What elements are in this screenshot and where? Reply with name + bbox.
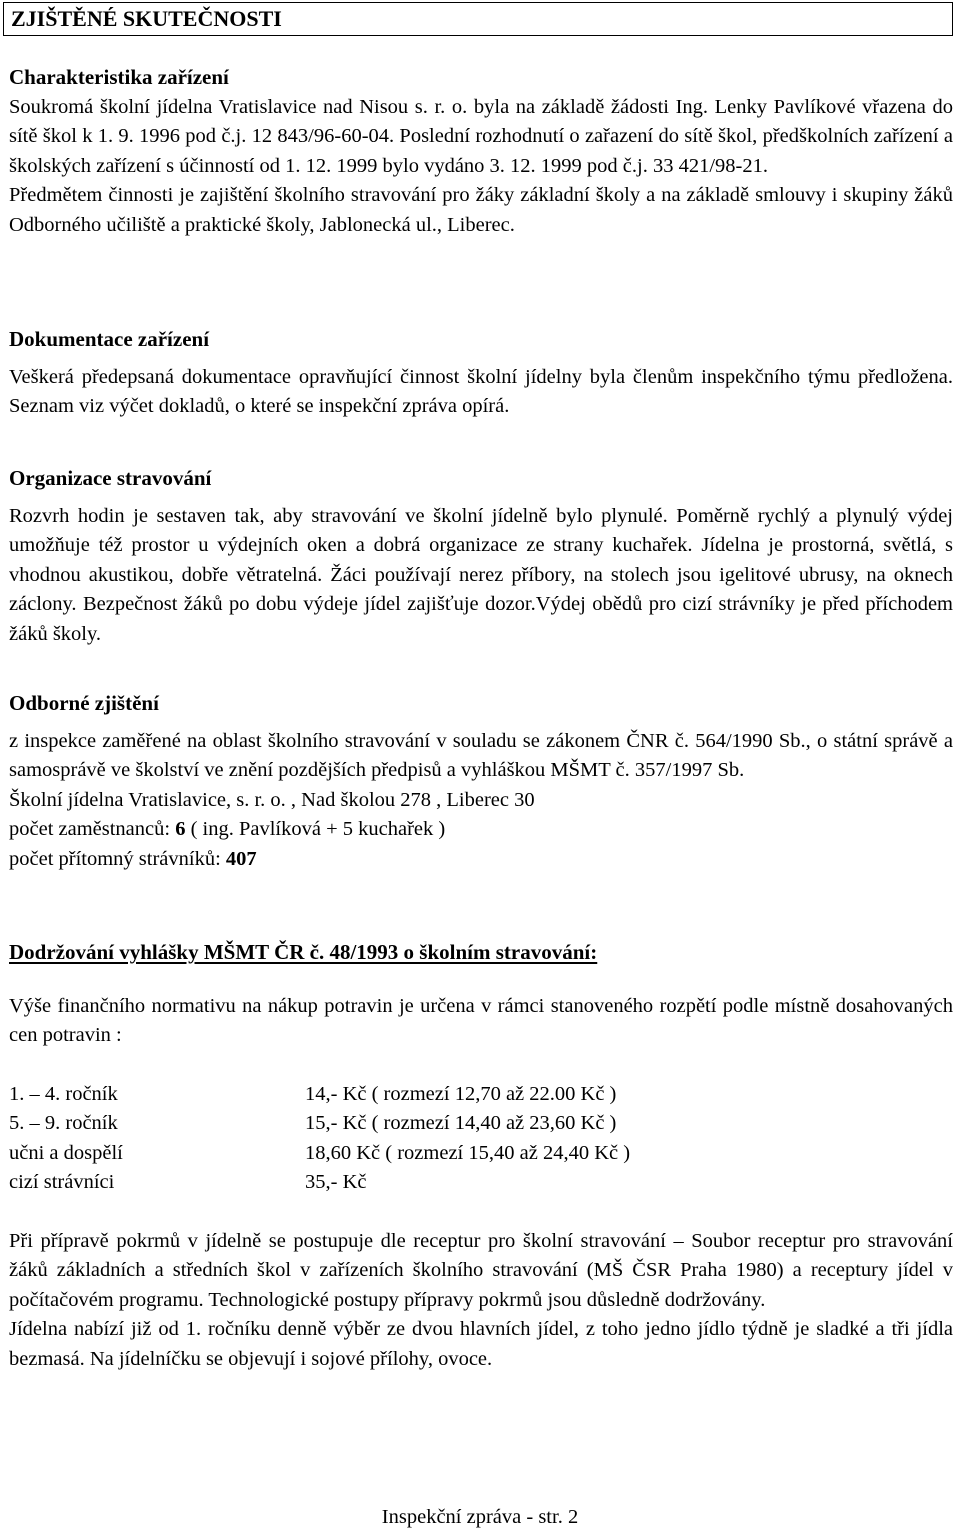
- diners-count-label: počet přítomný strávníků:: [9, 847, 226, 870]
- price-row: [9, 1139, 630, 1169]
- paragraph-charakteristika-2: Předmětem činnosti je zajištění školního stravování pro žáky základní školy a na základě smlouvy i skupiny žáků Odborného učiliště a praktické školy, Jablonecká ul., Liberec.: [9, 184, 953, 236]
- page-title: ZJIŠTĚNÉ SKUTEČNOSTI: [11, 6, 282, 31]
- heading-dodrzovani: Dodržování vyhlášky MŠMT ČR č. 48/1993 o školním stravování:: [9, 940, 598, 964]
- staff-count-label: počet zaměstnanců:: [9, 818, 176, 840]
- price-row: [9, 1168, 630, 1198]
- title-box: [3, 2, 953, 36]
- section-odborne-zjisteni: [9, 689, 953, 874]
- price-category: učni a dospělí: [9, 1141, 123, 1164]
- heading-organizace: Organizace stravování: [9, 466, 212, 490]
- paragraph-dokumentace-1: Veškerá předepsaná dokumentace opravňující činnost školní jídelny byla členům inspekčního týmu předložena. Seznam viz výčet dokladů, o které se inspekční zpráva opírá.: [9, 365, 953, 417]
- paragraph-charakteristika-1: Soukromá školní jídelna Vratislavice nad Nisou s. r. o. byla na základě žádosti Ing. Lenky Pavlíkové vřazena do sítě škol k 1. 9. 1996 pod č.j. 12 843/96-60-04. Poslední rozhodnutí o zařazení do sítě škol, předškolních zařízení a školských zařízení s účinností od 1. 12. 1999 bylo vydáno 3. 12. 1999 pod č.j. 33 421/98-21.: [9, 95, 953, 177]
- heading-odborne-zjisteni: Odborné zjištění: [9, 691, 159, 715]
- staff-count-value: 6: [175, 818, 186, 840]
- facility-address: Školní jídelna Vratislavice, s. r. o. , Nad školou 278 , Liberec 30: [9, 788, 535, 811]
- price-category: 5. – 9. ročník: [9, 1112, 118, 1134]
- diners-count-value: 407: [225, 847, 257, 870]
- diners-count-line: [9, 845, 953, 875]
- price-table: [9, 1080, 630, 1198]
- price-value: 18,60 Kč ( rozmezí 15,40 až 24,40 Kč ): [305, 1141, 631, 1164]
- staff-count-detail: ( ing. Pavlíková + 5 kuchařek ): [185, 818, 446, 840]
- price-category: cizí strávníci: [9, 1171, 115, 1193]
- price-value: 14,- Kč ( rozmezí 12,70 až 22.00 Kč ): [305, 1082, 617, 1105]
- paragraph-dodrzovani-3: Jídelna nabízí již od 1. ročníku denně výběr ze dvou hlavních jídel, z toho jedno jídlo týdně je sladké a tři jídla bezmasá. Na jídelníčku se objevují i sojové přílohy, ovoce.: [9, 1318, 953, 1370]
- page-footer: Inspekční zpráva - str. 2: [381, 1506, 579, 1528]
- section-organizace: [9, 464, 953, 649]
- heading-charakteristika: Charakteristika zařízení: [9, 65, 229, 89]
- section-charakteristika: [9, 63, 953, 240]
- price-row: [9, 1109, 630, 1139]
- price-value: 15,- Kč ( rozmezí 14,40 až 23,60 Kč ): [305, 1112, 617, 1134]
- price-row: [9, 1080, 630, 1110]
- price-category: 1. – 4. ročník: [9, 1082, 118, 1105]
- paragraph-dodrzovani-1: Výše finančního normativu na nákup potravin je určena v rámci stanoveného rozpětí podle místně dosahovaných cen potravin :: [9, 994, 953, 1046]
- staff-count-line: [9, 815, 953, 845]
- price-value: 35,- Kč: [305, 1171, 367, 1193]
- paragraph-odborne-1: z inspekce zaměřené na oblast školního stravování v souladu se zákonem ČNR č. 564/1990 Sb., o státní správě a samosprávě ve školství ve znění pozdějších předpisů a vyhláškou MŠMT č. 357/1997 Sb.: [9, 729, 953, 781]
- paragraph-dodrzovani-2: Při přípravě pokrmů v jídelně se postupuje dle receptur pro školní stravování – Soubor receptur pro stravování žáků základních a středních škol v zařízeních školního stravování (MŠ ČSR Praha 1980) a receptury jídel v počítačovém programu. Technologické postupy přípravy pokrmů jsou důsledně dodržovány.: [9, 1229, 953, 1311]
- section-dokumentace: [9, 325, 953, 422]
- paragraph-organizace-1: Rozvrh hodin je sestaven tak, aby stravování ve školní jídelně bylo plynulé. Poměrně rychlý a plynulý výdej umožňuje též prostor u výdejních oken a dobrá organizace ze strany kuchařek. Jídelna je prostorná, světlá, s vhodnou akustikou, dobře větratelná. Žáci používají nerez příbory, na stolech jsou igelitové ubrusy, na oknech záclony. Bezpečnost žáků po dobu výdeje jídel zajišťuje dozor.Výdej obědů pro cizí strávníky je před příchodem žáků školy.: [9, 504, 953, 645]
- heading-dokumentace: Dokumentace zařízení: [9, 327, 210, 351]
- section-dodrzovani: [9, 938, 953, 1374]
